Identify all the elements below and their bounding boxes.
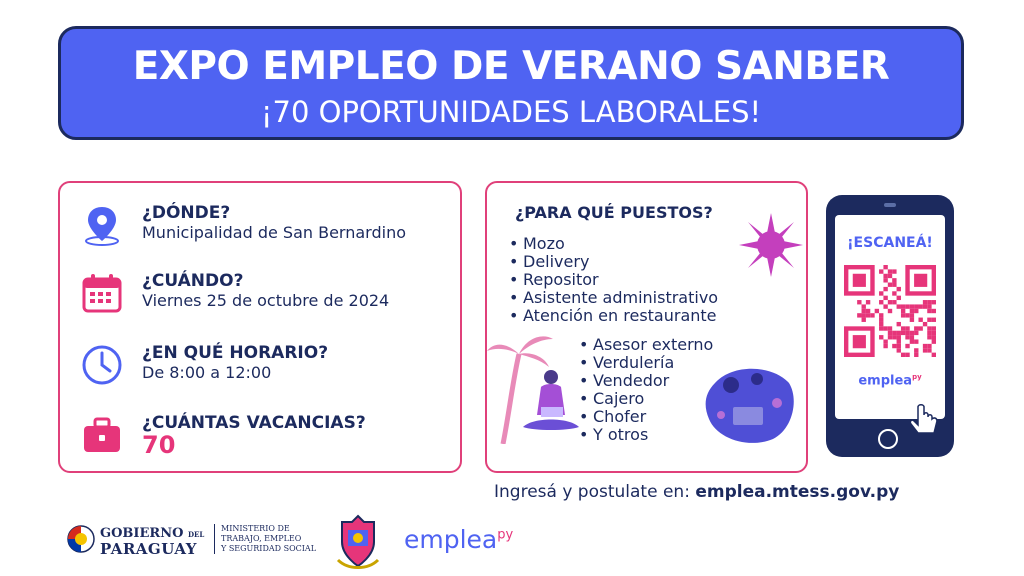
- job-positions-card: [485, 181, 808, 473]
- event-info-card: [58, 181, 462, 473]
- list-item: • Verdulería: [579, 353, 675, 372]
- pointing-hand-icon: [904, 399, 944, 439]
- list-item: • Y otros: [579, 425, 649, 444]
- header-banner: [58, 26, 964, 140]
- phone-emplea-logo: emplea$^{py}$: [858, 373, 922, 389]
- calendar-icon: [80, 271, 124, 315]
- sun-icon: [739, 213, 803, 277]
- hours-label: ¿EN QUÉ HORARIO?: [142, 343, 329, 363]
- where-value: Municipalidad de San Bernardino: [142, 223, 406, 242]
- emplea-footer-logo: emplea$^{py}$: [404, 525, 514, 554]
- phone-camera: [884, 203, 896, 207]
- location-pin-icon: [80, 203, 124, 247]
- palm-person-illustration: [487, 329, 587, 444]
- clock-icon: [80, 343, 124, 387]
- hours-value: De 8:00 a 12:00: [142, 363, 272, 382]
- when-value: Viernes 25 de octubre de 2024: [142, 291, 390, 310]
- municipal-crest-icon: [334, 512, 382, 572]
- vacancies-value: 70: [142, 431, 176, 459]
- scan-label: ¡ESCANEÁ!: [847, 235, 933, 251]
- vacancies-label: ¿CUÁNTAS VACANCIAS?: [142, 413, 366, 433]
- list-item: • Delivery: [509, 252, 590, 271]
- gov-title-line1: GOBIERNO DEL: [100, 526, 205, 541]
- list-item: • Asistente administrativo: [509, 288, 719, 307]
- phone-home-button: [878, 429, 898, 449]
- list-item: • Mozo: [509, 234, 565, 253]
- where-label: ¿DÓNDE?: [142, 203, 231, 223]
- briefcase-icon: [80, 413, 124, 457]
- list-item: • Vendedor: [579, 371, 670, 390]
- list-item: • Chofer: [579, 407, 647, 426]
- beach-blob-illustration: [703, 363, 795, 445]
- ministry-name: MINISTERIO DE TRABAJO, EMPLEO Y SEGURIDAD SOCIAL: [214, 524, 316, 554]
- apply-instructions: [494, 482, 899, 502]
- apply-url[interactable]: emplea.mtess.gov.py: [695, 482, 900, 502]
- list-item: • Cajero: [579, 389, 645, 408]
- qr-code[interactable]: [844, 265, 936, 357]
- list-item: • Repositor: [509, 270, 599, 289]
- gov-title-line2: PARAGUAY: [100, 540, 197, 558]
- jobs-list-secondary: [579, 336, 713, 444]
- jobs-list-primary: [509, 235, 718, 325]
- phone-illustration: [826, 195, 954, 457]
- list-item: • Asesor externo: [579, 335, 714, 354]
- event-subtitle: ¡70 OPORTUNIDADES LABORALES!: [260, 95, 762, 129]
- apply-prefix: Ingresá y postulate en:: [494, 482, 690, 502]
- list-item: • Atención en restaurante: [509, 306, 717, 325]
- when-label: ¿CUÁNDO?: [142, 271, 244, 291]
- event-title: EXPO EMPLEO DE VERANO SANBER: [132, 44, 890, 89]
- phone-screen: [835, 215, 945, 419]
- paraguay-seal-icon: [66, 522, 96, 556]
- jobs-title: ¿PARA QUÉ PUESTOS?: [515, 203, 713, 222]
